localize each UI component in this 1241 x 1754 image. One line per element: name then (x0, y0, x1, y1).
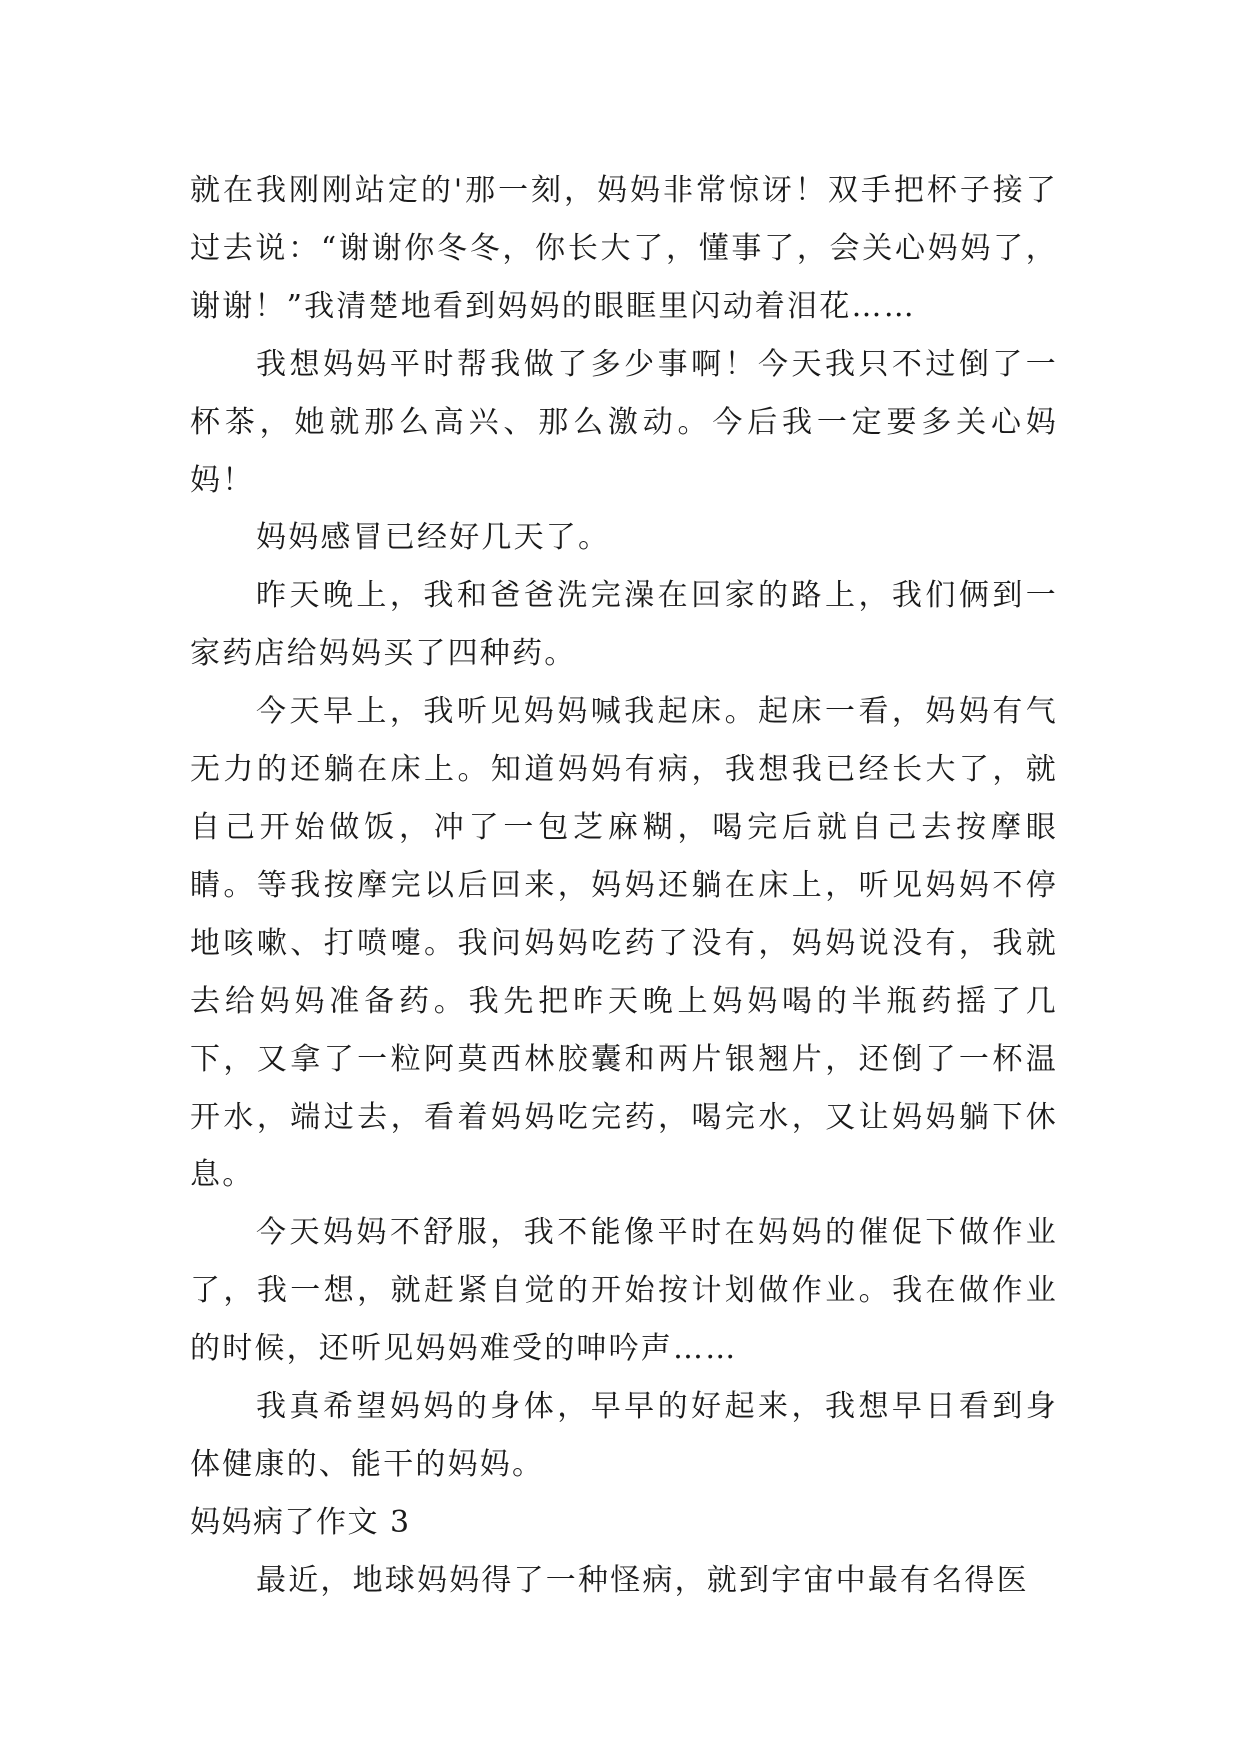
paragraph-8: 最近，地球妈妈得了一种怪病，就到宇宙中最有名得医 (256, 1562, 1029, 1598)
paragraph-1: 就在我刚刚站定的'那一刻，妈妈非常惊讶！双手把杯子接了过去说：“谢谢你冬冬，你长大了，懂事了，会关心妈妈了，谢谢！”我清楚地看到妈妈的眼眶里闪动着泪花…… (190, 173, 1058, 324)
paragraph-3: 妈妈感冒已经好几天了。 (256, 520, 611, 556)
section-heading: 妈妈病了作文 3 (190, 1504, 411, 1540)
paragraph-6: 今天妈妈不舒服，我不能像平时在妈妈的催促下做作业了，我一想，就赶紧自觉的开始按计划做作业。我在做作业的时候，还听见妈妈难受的呻吟声…… (190, 1215, 1058, 1367)
paragraph-7: 我真希望妈妈的身体，早早的好起来，我想早日看到身体健康的、能干的妈妈。 (190, 1389, 1058, 1482)
paragraph-4: 昨天晚上，我和爸爸洗完澡在回家的路上，我们俩到一家药店给妈妈买了四种药。 (190, 578, 1058, 672)
paragraph-2: 我想妈妈平时帮我做了多少事啊！今天我只不过倒了一杯茶，她就那么高兴、那么激动。今后我一定要多关心妈妈！ (190, 346, 1058, 498)
paragraph-5: 今天早上，我听见妈妈喊我起床。起床一看，妈妈有气无力的还躺在床上。知道妈妈有病，我想我已经长大了，就自己开始做饭，冲了一包芝麻糊，喝完后就自己去按摩眼睛。等我按摩完以后回来，妈妈还躺在床上，听见妈妈不停地咳嗽、打喷嚏。我问妈妈吃药了没有，妈妈说没有，我就去给妈妈准备药。我先把昨天晚上妈妈喝的半瓶药摇了几下，又拿了一粒阿莫西林胶囊和两片银翘片，还倒了一杯温开水，端过去，看着妈妈吃完药，喝完水，又让妈妈躺下休息。 (190, 694, 1058, 1193)
document-page (190, 162, 1058, 1610)
